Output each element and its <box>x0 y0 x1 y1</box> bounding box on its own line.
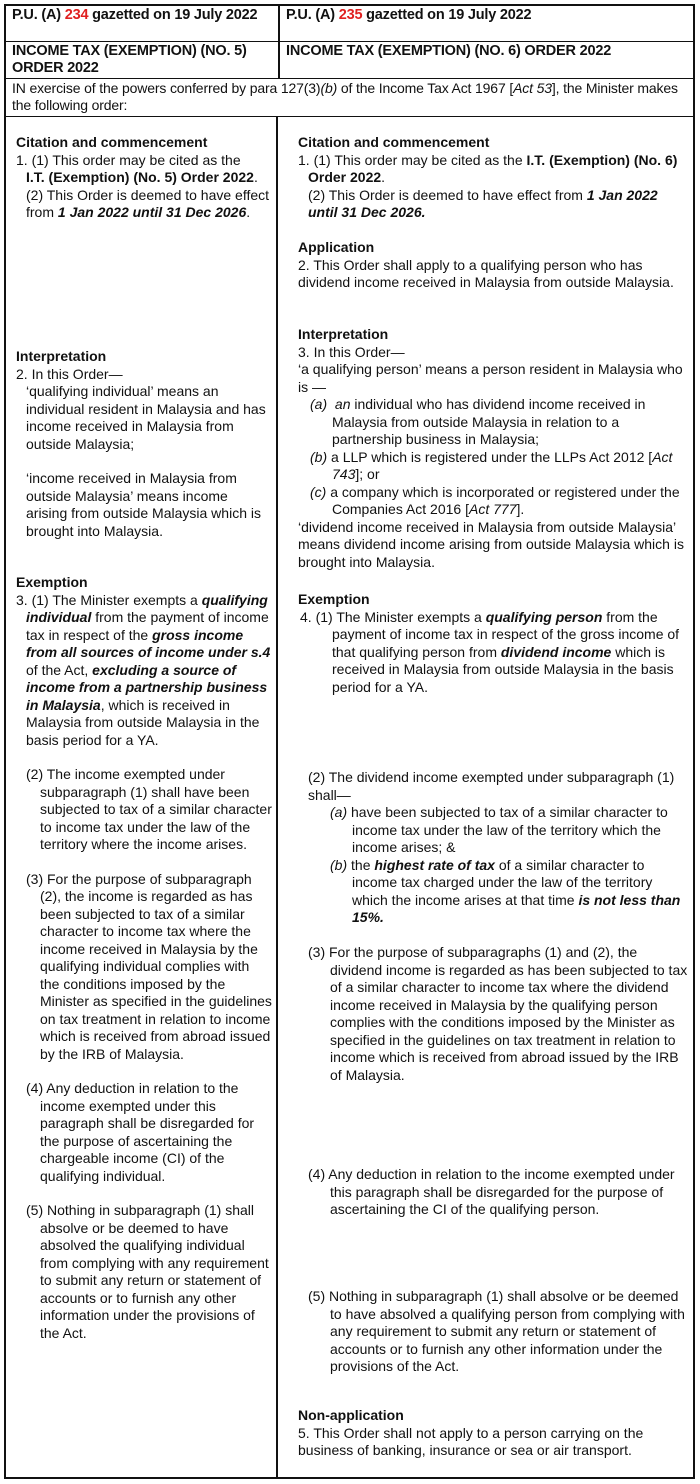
right-non-application-section: Non-application 5. This Order shall not apply to a person carrying on the business of banking, insurance or sea or air transport. <box>298 1407 690 1460</box>
right-citation-section: Citation and commencement 1. (1) This order may be cited as the I.T. (Exemption) (No. 6) Order 2022. (2) This Order is deemed to have effect from 1 Jan 2022 until 31 Dec 2026. <box>298 134 690 222</box>
definition-item-a: (a) an individual who has dividend income received in Malaysia from outside Malaysia in relation to a partnership business in Malaysia; <box>310 396 646 447</box>
right-application-section: Application 2. This Order shall apply to a qualifying person who has dividend income received in Malaysia from outside Malaysia. <box>298 239 690 292</box>
definition: ‘qualifying individual’ means an individual resident in Malaysia and has income received in Malaysia from outside Malaysia; <box>26 383 266 452</box>
right-interpretation-section: Interpretation 3. In this Order— ‘a qualifying person’ means a person resident in Malaysia who is — (a) an individual who has dividend income received in Malaysia from outside Malaysia in relation to a partnership business in Malaysia; (b) a LLP which is registered under the LLPs Act 2012 [Act 743]; or (c) a company which is incorporated or registered under the Companies Act 2016 [Act 777]. ‘dividend income received in Malaysia from outside Malaysia’ means dividend income arising from outside Malaysia which is brought into Malaysia. <box>298 326 690 571</box>
definition-item-c: (c) a company which is incorporated or registered under the Companies Act 2016 [Act 777]. <box>310 483 680 517</box>
right-subparagraph-3: (3) For the purpose of subparagraphs (1) and (2), the dividend income is regarded as has been subjected to tax of a similar character to income tax where the dividend income received in Malaysia by the qualifying person complies with the conditions imposed by the Minister as specified in the guidelines on tax treatment in relation to income which is received from abroad issued by the IRB of Malaysia. <box>308 944 688 1083</box>
right-order-title: INCOME TAX (EXEMPTION) (NO. 6) ORDER 2022 <box>286 43 612 59</box>
definition: ‘dividend income received in Malaysia from outside Malaysia’ means dividend income arising from outside Malaysia which is brought into Malaysia. <box>298 518 684 570</box>
exemption-order-comparison-table <box>4 4 695 1479</box>
section-heading: Application <box>298 239 375 255</box>
header-column-divider <box>278 6 280 79</box>
subparagraph-3: (3) For the purpose of subparagraph (2), the income is regarded as has been subjected to tax of a similar character to income tax where the income received in Malaysia by the qualifying individual complies with the conditions imposed by the Minister as specified in the guidelines on tax treatment in relation to income which is received from abroad issued by the IRB of Malaysia. <box>26 870 272 1062</box>
left-interpretation-section: Interpretation 2. In this Order— ‘qualifying individual’ means an individual resident in Malaysia and has income received in Malaysia from outside Malaysia; ‘income received in Malaysia from outside Malaysia’ means income arising from outside Malaysia which is brought into Malaysia. <box>16 348 272 540</box>
section-heading: Interpretation <box>298 326 389 342</box>
right-subparagraph-5: (5) Nothing in subparagraph (1) shall absolve or be deemed to have absolved a qualifying person from complying with any requirement to submit any return or statement of accounts or to furnish any other information under the provisions of the Act. <box>308 1288 685 1374</box>
section-heading: Exemption <box>298 591 370 607</box>
subparagraph-5: (5) Nothing in subparagraph (1) shall absolve or be deemed to have absolved the qualifying individual from complying with any requirement to submit any return or statement of accounts or to furnish any other information under the provisions of the Act. <box>26 1202 269 1341</box>
right-subparagraph-2: (2) The dividend income exempted under subparagraph (1) shall— (a) have been subjected to tax of a similar character to income tax under the law of the territory which the income arises; & (b) the highest rate of tax of a similar character to income tax charged under the law of the territory which the income arises at that time is not less than 15%. <box>298 769 690 927</box>
section-heading: Citation and commencement <box>298 134 490 150</box>
body-column-divider <box>276 117 278 1477</box>
definition: ‘income received in Malaysia from outside Malaysia’ means income arising from outside Malaysia which is brought into Malaysia. <box>26 470 261 539</box>
condition-b: (b) the highest rate of tax of a similar character to income tax charged under the law of the territory which the income arises at that time is not less than 15%. <box>330 856 681 925</box>
left-gazette-cell: P.U. (A) 234 gazetted on 19 July 2022 <box>12 7 258 23</box>
definition: ‘a qualifying person’ means a person resident in Malaysia who is — <box>298 361 683 395</box>
section-heading: Citation and commencement <box>16 134 208 150</box>
right-gazette-cell: P.U. (A) 235 gazetted on 19 July 2022 <box>286 7 532 23</box>
right-order-column <box>298 6 690 1477</box>
right-exemption-section <box>298 591 690 696</box>
left-order-column <box>16 6 272 1477</box>
section-heading: Interpretation <box>16 348 107 364</box>
left-pu-number: 234 <box>64 7 89 23</box>
condition-a: (a) have been subjected to tax of a similar character to income tax under the law of the territory which the income arises; & <box>330 804 668 855</box>
subparagraph-1: 4. (1) The Minister exempts a qualifying person from the payment of income tax in respect of the gross income of that qualifying person from dividend income which is received in Malaysia from outside Malaysia in the basis period for a YA. <box>300 608 680 695</box>
right-pu-number: 235 <box>338 7 363 23</box>
right-subparagraph-4: (4) Any deduction in relation to the income exempted under this paragraph shall be disregarded for the purpose of ascertaining the CI of the qualifying person. <box>308 1166 675 1217</box>
enacting-clause: IN exercise of the powers conferred by para 127(3)(b) of the Income Tax Act 1967 [Act 53], the Minister makes the following order: <box>6 79 693 117</box>
subparagraph-1: 3. (1) The Minister exempts a qualifying individual from the payment of income tax in respect of the gross income from all sources of income under s.4 of the Act, excluding a source of income from a partnership business in Malaysia, which is received in Malaysia from outside Malaysia in the basis period for a YA. <box>16 591 271 748</box>
left-citation-section: Citation and commencement 1. (1) This order may be cited as the I.T. (Exemption) (No. 5) Order 2022. (2) This Order is deemed to have effect from 1 Jan 2022 until 31 Dec 2026. <box>16 134 272 222</box>
definition-item-b: (b) a LLP which is registered under the LLPs Act 2012 [Act 743]; or <box>310 448 673 482</box>
section-heading: Exemption <box>16 574 88 590</box>
subparagraph-2: (2) The income exempted under subparagraph (1) shall have been subjected to tax of a similar character to income tax under the law of the territory where the income arises. <box>26 766 272 852</box>
subparagraph-4: (4) Any deduction in relation to the income exempted under this paragraph shall be disregarded for the purpose of ascertaining the chargeable income (CI) of the qualifying individual. <box>26 1080 255 1184</box>
section-heading: Non-application <box>298 1407 404 1423</box>
left-exemption-section <box>16 574 272 1342</box>
left-order-title: INCOME TAX (EXEMPTION) (NO. 5) ORDER 2022 <box>12 43 247 76</box>
